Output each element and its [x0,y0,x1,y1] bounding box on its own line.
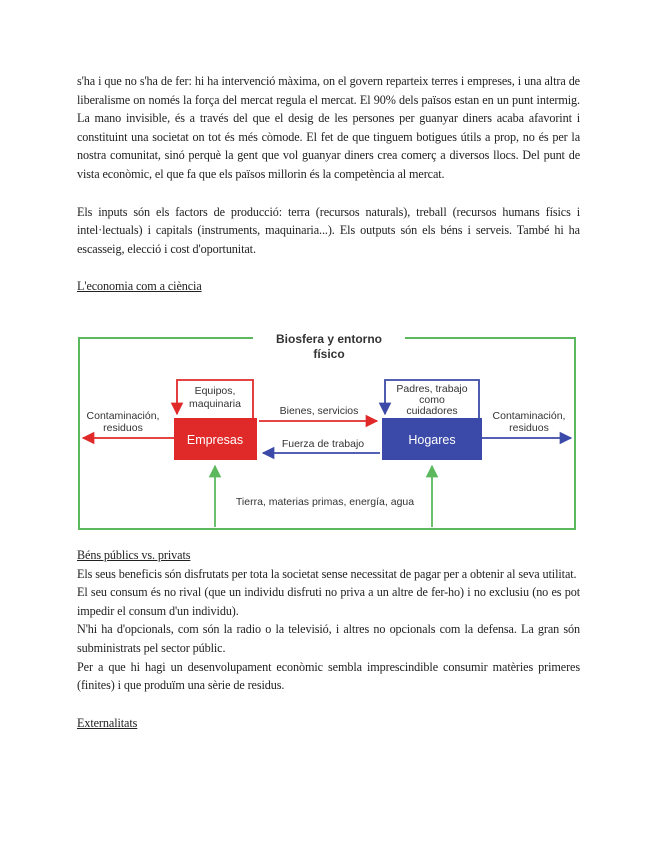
frame-title-line2: físico [313,347,345,361]
contaminacion-left-line2: residuos [103,422,143,434]
padres-line3: cuidadores [406,405,458,417]
intro-block [77,72,580,296]
spacer [77,184,580,203]
paragraph-opcionals: N'hi ha d'opcionals, com són la radio o la televisió, i altres no opcionals com la defensa. La gran són subministrats pel sector públic. [77,622,580,655]
hogares-label: Hogares [408,433,456,447]
empresas-label: Empresas [186,433,244,447]
padres-line1: Padres, trabajo [396,383,468,395]
bens-publics-block [77,546,580,732]
contaminacion-right-line2: residuos [509,422,549,434]
paragraph-desenvolupament: Per a que hi hagi un desenvolupament econòmic sembla imprescindible consumir matèries primeres (finites) i que produïm una sèrie de residus. [77,659,580,693]
paragraph-consum: El seu consum és no rival (que un individu disfruti no priva a un altre de fer-ho) i no exclusiu (no es pot impedir el consum d'un individu). [77,585,580,618]
paragraph-inputs: Els inputs són els factors de producció: terra (recursos naturals), treball (recursos humans físics i intel·lectuals) i capitals (instruments, maquinaria...). Els outputs són els béns i serveis. També hi ha escasseig, elecció i cost d'oportunitat. [77,204,580,256]
frame-title-line1: Biosfera y entorno [275,332,383,346]
heading-externalitats: Externalitats [77,715,138,730]
bienes-label: Bienes, servicios [279,405,359,417]
heading-bens-publics: Béns públics vs. privats [77,548,191,562]
paragraph-intervention: s'ha i que no s'ha de fer: hi ha intervenció màxima, on el govern reparteix terres i empreses, i una altra de liberalisme on només la força del mercat regula el mercat. El 90% dels països estan en un punt intermig. La mano invisible, és a través del que el desig de les persones per guanyar diners acaba afavorint i constituint una societat on tot és més còmode. El fet de que tinguem botigues útils a prop, no és per la nostra comunitat, sinó perquè la gent que vol guanyar diners crea comerç a diversos llocs. Del punt de vista econòmic, el que fa que els països millorin és la competència al mercat. [77,74,580,181]
padres-line2: como [419,394,445,406]
contaminacion-right-line1: Contaminación, [492,410,566,422]
equipos-line2: maquinaria [189,398,241,410]
spacer [77,695,580,714]
tierra-label: Tierra, materias primas, energía, agua [235,496,415,508]
equipos-line1: Equipos, [194,385,236,397]
spacer [77,258,580,277]
heading-economia-ciencia: L'economia com a ciència [77,279,202,294]
paragraph-beneficis: Els seus beneficis són disfrutats per tota la societat sense necessitat de pagar per a obtenir al seva utilitat. [77,566,577,581]
contaminacion-left-line1: Contaminación, [86,410,160,422]
economy-biosphere-diagram [77,328,580,533]
fuerza-label: Fuerza de trabajo [281,438,365,450]
